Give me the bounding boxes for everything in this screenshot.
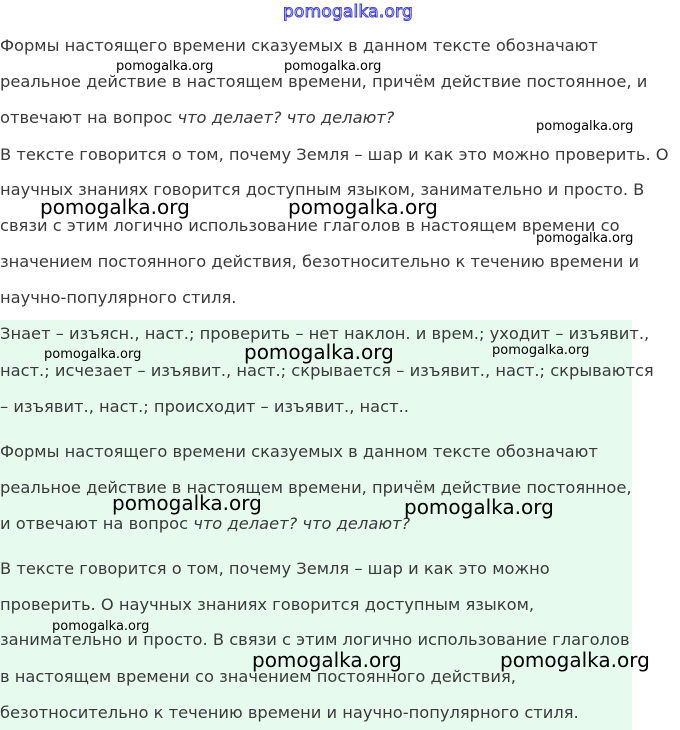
watermark: pomogalka.org (284, 59, 382, 74)
top-line: Формы настоящего времени сказуемых в данном тексте обозначают (0, 36, 598, 55)
answer-line: Знает – изъясн., наст.; проверить – нет наклон. и врем.; уходит – изъявит., (0, 324, 650, 343)
top-line-question: что делает? что делают? (177, 108, 395, 127)
answer-line (0, 514, 410, 534)
watermark: pomogalka.org (52, 619, 150, 634)
watermark: pomogalka.org (500, 648, 650, 672)
answer-line-prefix: и отвечают на вопрос (0, 514, 194, 533)
answer-line: – изъявит., наст.; происходит – изъявит., наст.. (0, 397, 409, 416)
watermark: pomogalka.org (536, 231, 634, 246)
top-line: связи с этим логично использование глаголов в настоящем времени со (0, 216, 620, 235)
top-line (0, 108, 394, 128)
site-title[interactable]: pomogalka.org (283, 2, 413, 22)
top-line-prefix: отвечают на вопрос (0, 108, 178, 127)
answer-line: наст.; исчезает – изъявит., наст.; скрывается – изъявит., наст.; скрываются (0, 361, 654, 380)
answer-line-question: что делает? что делают? (193, 514, 411, 533)
watermark: pomogalka.org (244, 340, 394, 364)
answer-line: В тексте говорится о том, почему Земля – шар и как это можно (0, 559, 550, 578)
watermark: pomogalka.org (112, 491, 262, 515)
watermark: pomogalka.org (44, 347, 142, 362)
top-line: В тексте говорится о том, почему Земля – шар и как это можно проверить. О (0, 145, 669, 164)
answer-line: проверить. О научных знаниях говорится доступным языком, (0, 595, 535, 614)
answer-line: Формы настоящего времени сказуемых в данном тексте обозначают (0, 442, 598, 461)
answer-line: занимательно и просто. В связи с этим логично использование глаголов (0, 630, 630, 649)
watermark: pomogalka.org (404, 495, 554, 519)
watermark: pomogalka.org (252, 648, 402, 672)
top-line: реальное действие в настоящем времени, причём действие постоянное, и (0, 72, 648, 91)
answer-line: безотносительно к течению времени и научно-популярного стиля. (0, 703, 579, 722)
watermark: pomogalka.org (288, 195, 438, 219)
watermark: pomogalka.org (40, 195, 190, 219)
watermark: pomogalka.org (536, 119, 634, 134)
answer-line: реальное действие в настоящем времени, причём действие постоянное, (0, 478, 632, 497)
top-line: научных знаниях говорится доступным языком, занимательно и просто. В (0, 180, 645, 199)
watermark: pomogalka.org (492, 343, 590, 358)
answer-line: в настоящем времени со значением постоянного действия, (0, 667, 516, 686)
watermark: pomogalka.org (116, 59, 214, 74)
top-line: значением постоянного действия, безотносительно к течению времени и (0, 252, 640, 271)
top-line: научно-популярного стиля. (0, 288, 237, 307)
